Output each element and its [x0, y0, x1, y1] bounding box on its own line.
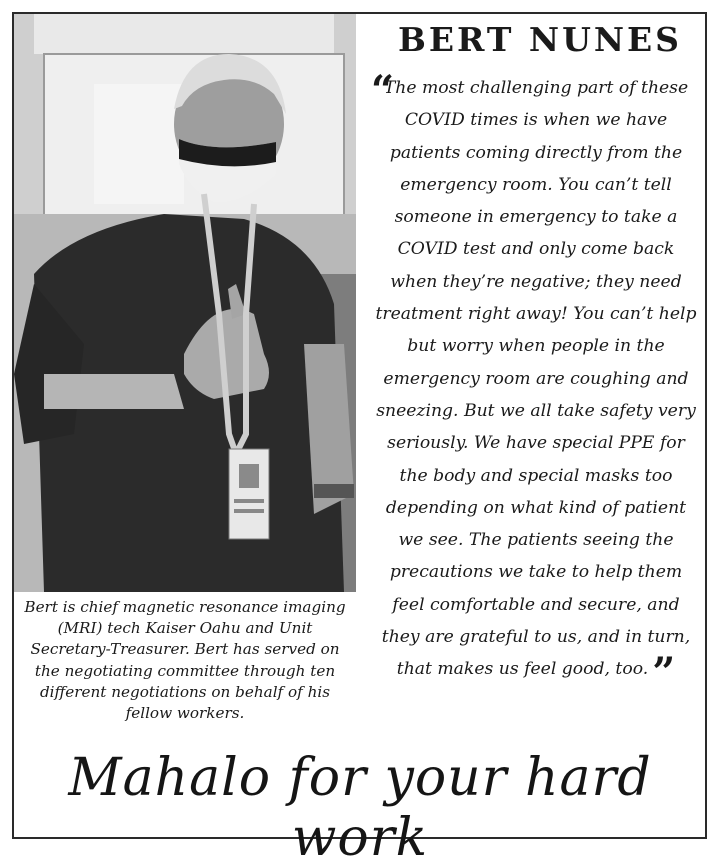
person-name: BERT NUNES — [397, 20, 683, 59]
portrait-image — [14, 14, 356, 592]
quote-text: The most challenging part of these COVID times is when we have patients coming directly from the emergency room. You can’t tell someone in emergency to take a COVID test and only come back when they’re negative; they need treatment right away! You can’t help but worry when people in the emergency room are coughing and sneezing. But we all take safety very seriously. We have special PPE for the body and special masks too depending on what kind of patient we see. The patients seeing the precautions we take to help them feel comfortable and secure, and they are grateful to us, and in turn, that makes us feel good, too. — [375, 78, 697, 680]
portrait-photo — [14, 14, 356, 592]
close-quote-mark: ” — [652, 649, 676, 697]
photo-caption: Bert is chief magnetic resonance imaging (MRI) tech Kaiser Oahu and Unit Secretary-Treasurer. Bert has served on the negotiating committee through ten different negotiations on behalf of his fellow workers. — [24, 598, 346, 723]
testimonial-quote — [371, 67, 698, 697]
thanks-banner: Mahalo for your hard work — [68, 748, 652, 868]
open-quote-mark: “ — [371, 67, 395, 114]
